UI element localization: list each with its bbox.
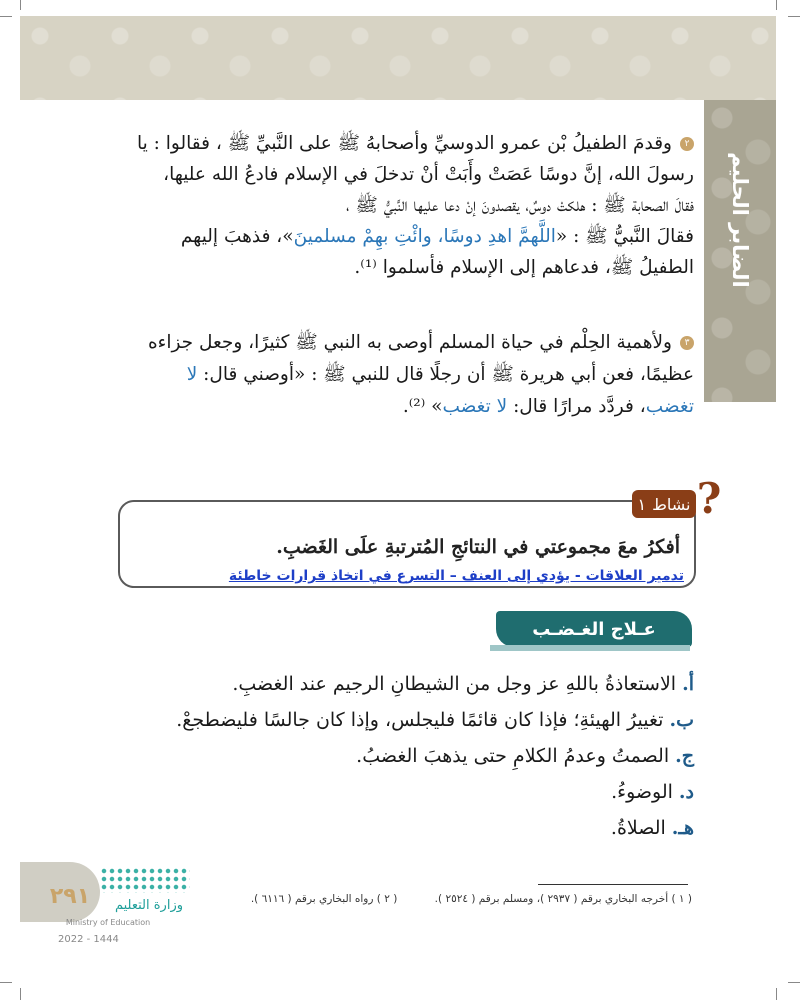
list-text: الوضوءُ.: [611, 781, 673, 803]
paragraph-line: فقالَ الصحابة ﷺ : هلكتْ دوسٌ، يقصدونَ إنْ دعا عليها النَّبيُّ ﷺ ،: [346, 195, 694, 216]
section-title: عـلاج الغـضـب: [496, 611, 692, 647]
activity-answer[interactable]: تدمير العلاقات - يؤدي إلى العنف – التسرع في اتخاذ قرارات خاطئة: [228, 568, 684, 584]
footnote-rule: [538, 884, 688, 885]
paragraph-line: ولأهمية الحِلْم في حياة المسلم أوصى به النبي ﷺ كثيرًا، وجعل جزاءه: [147, 332, 672, 353]
footnote-2: ( ٢ ) رواه البخاري برقم ( ٦١١٦ ).: [250, 893, 398, 905]
crop-mark: [776, 988, 777, 1000]
list-item: [114, 738, 694, 774]
paragraph-marker: ٣: [680, 336, 694, 350]
crop-mark: [20, 0, 21, 10]
list-item: [114, 702, 694, 738]
list-text: الصلاةُ.: [610, 817, 666, 839]
crop-mark: [0, 982, 12, 983]
crop-mark: [20, 988, 21, 1000]
list-letter: أ.: [682, 673, 694, 695]
hadith-quote: لا: [186, 364, 198, 385]
activity-tab: [632, 490, 696, 518]
paragraph-line: رسولَ الله، إنَّ دوسًا عَصَتْ وأَبَتْ أنْ تدخلَ في الإسلام فادعُ الله عليها،: [163, 164, 694, 185]
paragraph-tufail: [114, 128, 694, 283]
crop-mark: [0, 16, 12, 17]
list-item: [114, 774, 694, 810]
activity-number: ١: [637, 494, 647, 514]
hadith-quote: لا تغضب: [442, 396, 508, 417]
paragraph-line: عظيمًا، فعن أبي هريرة ﷺ أن رجلًا قال للنبي ﷺ : «أوصني قال:: [203, 364, 694, 385]
paragraph-line: وقدمَ الطفيلُ بْن عمرو الدوسيِّ وأصحابهُ ﷺ على النَّبيِّ ﷺ ، فقالوا : يا: [137, 133, 672, 154]
paragraph-line: الطفيلُ ﷺ، فدعاهم إلى الإسلام فأسلموا ⁽¹⁾.: [354, 257, 694, 278]
activity-prompt: أفكرُ معَ مجموعتي في النتائجِ المُترتبةِ علَى الغَضبِ.: [276, 536, 680, 558]
list-text: الصمتُ وعدمُ الكلامِ حتى يذهبَ الغضبُ.: [356, 745, 670, 767]
footnote-1: ( ١ ) أخرجه البخاري برقم ( ٢٩٣٧ )، ومسلم برقم ( ٢٥٢٤ ).: [434, 893, 692, 905]
paragraph-line: » ⁽²⁾.: [402, 396, 443, 417]
paragraph-hilm: [114, 327, 694, 423]
list-letter: ب.: [669, 709, 694, 731]
paragraph-marker: ٢: [680, 137, 694, 151]
crop-mark: [776, 0, 777, 10]
crop-mark: [788, 982, 800, 983]
chapter-title: الضابر الحليم: [728, 152, 752, 288]
header-band: [20, 16, 776, 100]
list-text: تغييرُ الهيئةِ؛ فإذا كان قائمًا فليجلس، وإذا كان جالسًا فليضطجعْ.: [176, 709, 664, 731]
paragraph-line: »، فذهبَ إليهم: [180, 226, 294, 247]
list-text: الاستعاذةُ باللهِ عز وجل من الشيطانِ الرجيم عند الغضبِ.: [232, 673, 677, 695]
hadith-quote: اللَّهمَّ اهدِ دوسًا، وائْتِ بهِمْ مسلمينَ: [293, 226, 556, 247]
hadith-quote: تغضب: [645, 396, 694, 417]
list-item: [114, 666, 694, 702]
treatment-list: [114, 666, 694, 846]
page-number: ٢٩١: [49, 883, 91, 909]
list-letter: ج.: [675, 745, 694, 767]
list-letter: د.: [678, 781, 694, 803]
edition-year: 2022 - 1444: [58, 934, 119, 945]
footnotes: [200, 893, 692, 905]
ministry-name-en: Ministry of Education: [65, 918, 151, 927]
ministry-name: وزارة التعليم: [114, 898, 184, 913]
section-ribbon: [490, 645, 690, 651]
paragraph-line: فقالَ النَّبيُّ ﷺ : «: [555, 226, 694, 247]
question-mark-icon: ?: [696, 474, 722, 523]
crop-mark: [788, 16, 800, 17]
activity-label: نشاط: [652, 494, 691, 514]
ministry-logo-icon: [100, 867, 190, 893]
paragraph-line: ، فردَّد مرارًا قال:: [513, 396, 646, 417]
list-item: [114, 810, 694, 846]
list-letter: هـ.: [671, 817, 694, 839]
